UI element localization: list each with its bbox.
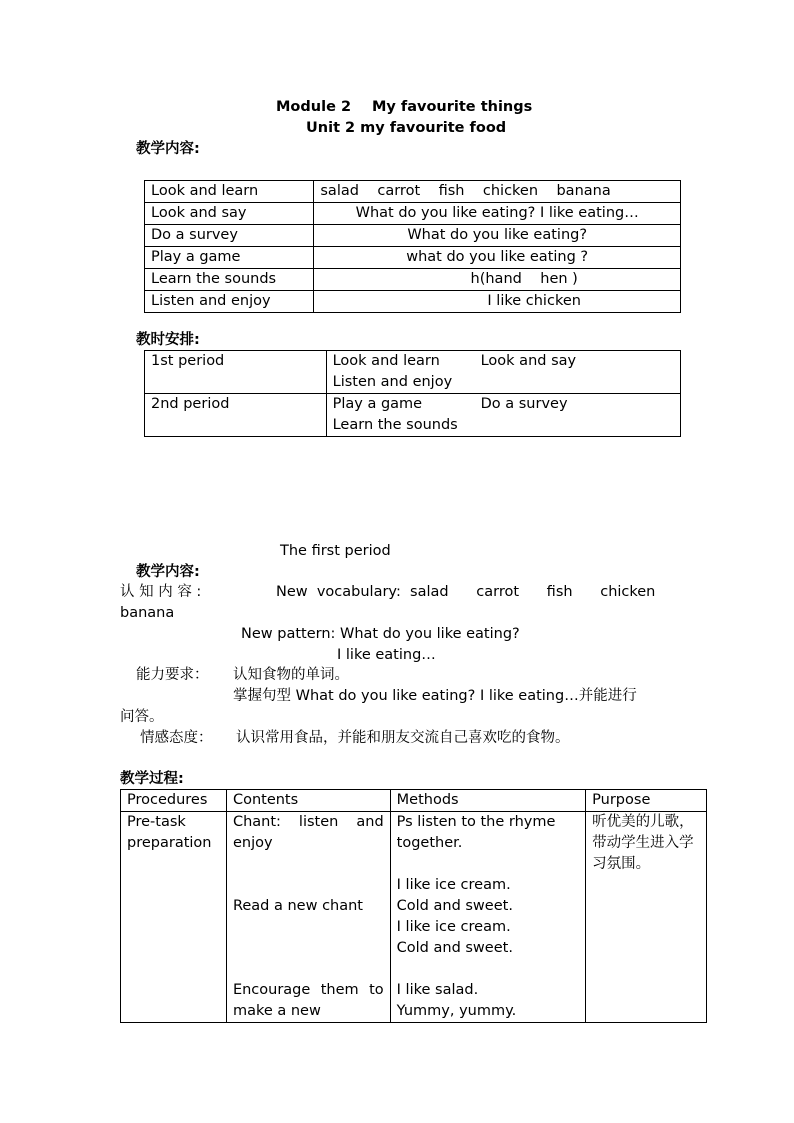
table-row: [145, 203, 681, 225]
spacer: [233, 875, 384, 896]
spacer: [233, 917, 384, 938]
module-label: Module 2: [276, 99, 352, 115]
period-cell: 2nd period: [145, 394, 327, 437]
content-table: [144, 180, 681, 313]
pattern-answer: I like eating…: [337, 647, 436, 663]
pattern-question: New pattern: What do you like eating?: [241, 626, 520, 642]
detail-cell: what do you like eating ?: [314, 247, 681, 269]
schedule-activities-cell: [326, 351, 680, 394]
attitude-label: 情感态度：: [140, 730, 213, 746]
process-section-label: 教学过程:: [120, 771, 184, 787]
ability-item-2: 掌握句型 What do you like eating? I like eating…并能进行: [233, 688, 637, 704]
spacer: [233, 938, 384, 959]
process-table: [120, 789, 707, 1023]
first-period-title: The first period: [280, 543, 391, 559]
methods-intro: Ps listen to the rhyme together.: [396, 814, 556, 851]
activity-text: Look and learn: [332, 353, 440, 369]
purpose-cell: [586, 812, 707, 1023]
schedule-activities-cell: [326, 394, 680, 437]
contents-cell: [226, 812, 390, 1023]
detail-cell: What do you like eating? I like eating…: [314, 203, 681, 225]
spacer: [233, 959, 384, 980]
chant-line: I like ice cream.: [396, 877, 511, 893]
activity-cell: Look and say: [145, 203, 314, 225]
header-purpose: Purpose: [586, 790, 707, 812]
detail-cell: What do you like eating?: [314, 225, 681, 247]
activity-cell: Look and learn: [145, 181, 314, 203]
contents-item: Chant: listen and enjoy: [232, 814, 384, 851]
table-row: [145, 351, 681, 394]
procedure-text: Pre-task preparation: [127, 814, 212, 851]
header-contents: Contents: [226, 790, 390, 812]
vocabulary-continued: banana: [120, 605, 175, 621]
activity-cell: Do a survey: [145, 225, 314, 247]
period-cell: 1st period: [145, 351, 327, 394]
spacer: [397, 854, 580, 875]
table-row: [145, 269, 681, 291]
schedule-table: [144, 350, 681, 437]
module-title: My favourite things: [372, 99, 533, 115]
methods-cell: [390, 812, 586, 1023]
table-row: [145, 181, 681, 203]
schedule-section-label: 教时安排:: [136, 332, 200, 348]
ability-label: 能力要求：: [136, 667, 209, 683]
activity-cell: Play a game: [145, 247, 314, 269]
table-row: [121, 812, 707, 1023]
chant-line: Yummy, yummy.: [396, 1003, 517, 1019]
activity-cell: Listen and enjoy: [145, 291, 314, 313]
activity-text: Learn the sounds: [332, 417, 458, 433]
unit-title: Unit 2 my favourite food: [306, 120, 507, 136]
purpose-text: 听优美的儿歌，带动学生进入学习氛围。: [592, 814, 694, 872]
activity-cell: Learn the sounds: [145, 269, 314, 291]
cognition-label: 认 知 内 容 :: [120, 584, 202, 600]
activity-text: Look and say: [480, 353, 577, 369]
table-row: [145, 225, 681, 247]
detail-cell: h(hand hen ): [314, 269, 681, 291]
ability-item-2-continued: 问答。: [120, 709, 164, 725]
chant-line: Cold and sweet.: [396, 898, 513, 914]
table-row: [145, 291, 681, 313]
chant-line: I like salad.: [396, 982, 479, 998]
detail-cell: I like chicken: [314, 291, 681, 313]
table-row: [145, 394, 681, 437]
contents-item: Read a new chant: [232, 898, 363, 914]
procedure-cell: [121, 812, 227, 1023]
spacer: [233, 854, 384, 875]
contents-item: Encourage them to make a new: [232, 982, 384, 1019]
attitude-text: 认识常用食品，并能和朋友交流自己喜欢吃的食物。: [236, 730, 570, 746]
header-methods: Methods: [390, 790, 586, 812]
activity-text: Do a survey: [480, 396, 568, 412]
table-row: [145, 247, 681, 269]
vocabulary-line: New vocabulary: salad carrot fish chicken: [276, 584, 656, 600]
activity-text: Play a game: [332, 396, 423, 412]
chant-line: Cold and sweet.: [396, 940, 513, 956]
chant-line: I like ice cream.: [396, 919, 511, 935]
ability-item-1: 认知食物的单词。: [233, 667, 349, 683]
content-section-label: 教学内容:: [136, 141, 200, 157]
header-procedures: Procedures: [121, 790, 227, 812]
spacer: [397, 959, 580, 980]
detail-cell: salad carrot fish chicken banana: [314, 181, 681, 203]
first-period-content-label: 教学内容:: [136, 564, 200, 580]
table-header-row: [121, 790, 707, 812]
activity-text: Listen and enjoy: [332, 374, 453, 390]
